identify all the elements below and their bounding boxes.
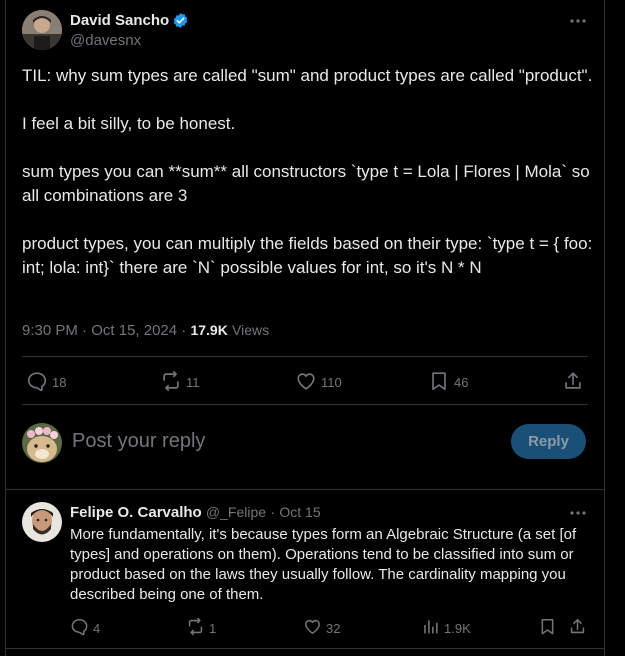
repost-icon bbox=[160, 370, 182, 392]
reply-count: 18 bbox=[52, 375, 67, 390]
tweet-time[interactable]: 9:30 PM bbox=[22, 322, 78, 339]
reply-author-avatar[interactable] bbox=[22, 502, 62, 542]
author-name[interactable]: David Sancho bbox=[70, 12, 170, 29]
like-icon bbox=[295, 370, 317, 392]
reply-date[interactable]: Oct 15 bbox=[279, 504, 321, 520]
more-icon[interactable] bbox=[568, 14, 588, 28]
views-label: Views bbox=[232, 322, 270, 338]
like-icon bbox=[303, 617, 322, 636]
bookmark-icon bbox=[428, 370, 450, 392]
reply-reply-button[interactable] bbox=[70, 617, 100, 636]
views-count: 17.9K bbox=[190, 322, 228, 338]
more-icon[interactable] bbox=[568, 506, 588, 520]
repost-button[interactable] bbox=[160, 370, 200, 392]
reply-author-handle[interactable]: @_Felipe bbox=[205, 504, 267, 520]
meta-separator: · bbox=[181, 322, 187, 339]
share-icon bbox=[562, 370, 584, 392]
share-icon bbox=[568, 617, 587, 636]
like-button[interactable] bbox=[295, 370, 342, 392]
meta-separator: · bbox=[270, 504, 276, 521]
reply-icon bbox=[70, 617, 89, 636]
reply-views-button[interactable] bbox=[421, 617, 471, 636]
reply-submit-button[interactable]: Reply bbox=[511, 424, 586, 459]
reply-header bbox=[70, 504, 321, 521]
reply-repost-button[interactable] bbox=[186, 617, 216, 636]
bookmark-button[interactable] bbox=[428, 370, 468, 392]
bookmark-icon bbox=[538, 617, 557, 636]
repost-count: 11 bbox=[186, 375, 200, 390]
views-count: 1.9K bbox=[444, 620, 471, 636]
reply-input[interactable] bbox=[72, 427, 492, 455]
divider bbox=[22, 404, 588, 405]
reply-share-button[interactable] bbox=[568, 617, 587, 636]
divider bbox=[5, 489, 605, 490]
tweet-meta bbox=[22, 322, 269, 339]
reply-icon bbox=[26, 370, 48, 392]
reply-like-button[interactable] bbox=[303, 617, 340, 636]
reply-author-name[interactable]: Felipe O. Carvalho bbox=[70, 504, 202, 521]
meta-separator: · bbox=[82, 322, 88, 339]
like-count: 32 bbox=[326, 620, 341, 636]
tweet-paragraph: product types, you can multiply the fields based on their type: `type t = { foo: int; lola: int}` there are `N` possible values for int, so it's N * N bbox=[22, 234, 593, 277]
reply-button[interactable] bbox=[26, 370, 66, 392]
divider bbox=[22, 356, 588, 357]
divider bbox=[5, 648, 605, 649]
views-icon bbox=[421, 617, 440, 636]
bookmark-count: 46 bbox=[454, 375, 469, 390]
repost-icon bbox=[186, 617, 205, 636]
share-button[interactable] bbox=[562, 370, 584, 392]
like-count: 110 bbox=[321, 375, 342, 390]
reply-count: 4 bbox=[93, 620, 101, 636]
verified-badge-icon bbox=[172, 12, 189, 29]
tweet-date[interactable]: Oct 15, 2024 bbox=[91, 322, 178, 339]
author-handle[interactable]: @davesnx bbox=[70, 32, 142, 49]
user-avatar[interactable] bbox=[22, 423, 62, 463]
tweet-paragraph: sum types you can **sum** all constructors `type t = Lola | Flores | Mola` so all combinations are 3 bbox=[22, 162, 590, 205]
tweet-text bbox=[22, 64, 597, 280]
repost-count: 1 bbox=[209, 620, 217, 636]
tweet-paragraph: TIL: why sum types are called "sum" and product types are called "product". bbox=[22, 66, 593, 85]
reply-bookmark-button[interactable] bbox=[538, 617, 557, 636]
reply-text: More fundamentally, it's because types form an Algebraic Structure (a set [of types] and operations on them). Operations tend to be classified into sum or product based on the laws they usually follow. The cardinality mapping you described being one of them. bbox=[70, 526, 577, 603]
tweet-paragraph: I feel a bit silly, to be honest. bbox=[22, 114, 236, 133]
author-avatar[interactable] bbox=[22, 10, 62, 50]
